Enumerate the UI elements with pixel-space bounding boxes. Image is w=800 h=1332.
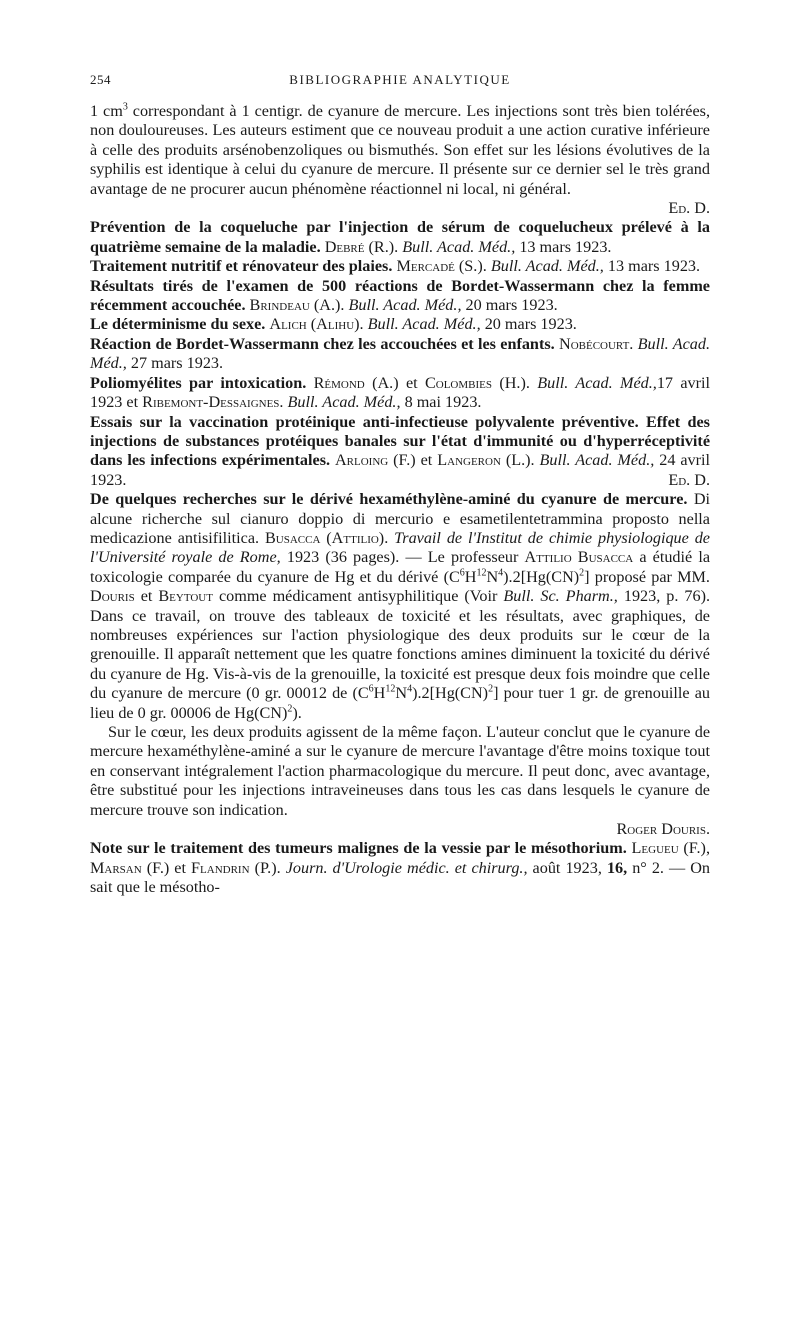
superscript: 2: [287, 703, 293, 715]
entry-source: Bull. Acad. Méd.,: [539, 451, 655, 470]
bibliography-entry-hexamethylene: [90, 490, 710, 723]
text: N: [395, 684, 408, 703]
superscript: 12: [476, 567, 487, 579]
entry-source: Bull. Sc. Pharm.,: [503, 587, 618, 606]
superscript: 3: [122, 101, 128, 113]
entry-source: Bull. Acad. Méd.,: [490, 257, 604, 276]
entry-author: Mercadé (S.).: [396, 257, 487, 276]
entry-source: Bull. Acad. Méd.,: [287, 393, 401, 412]
entry-date: 24 avril 1923.: [90, 451, 711, 489]
entry-title: Poliomyélites par intoxication.: [90, 373, 307, 392]
entry-title: Résultats tirés de l'examen de 500 réactions de Bordet-Wassermann chez la femme récemment accouchée.: [90, 276, 710, 315]
entry-work: Travail de l'Institut de chimie physiologique de l'Université royale de Rome,: [90, 528, 710, 567]
bibliography-entry: [90, 218, 710, 257]
text: 1923 (36 pages). — Le professeur: [286, 548, 525, 567]
entry-title: De quelques recherches sur le dérivé hexaméthylène-aminé du cyanure de mercure.: [90, 490, 688, 509]
text: et: [398, 373, 425, 392]
entry-author: Arloing (F.): [334, 451, 416, 470]
bibliography-entry: [90, 277, 710, 316]
entry-title: Note sur le traitement des tumeurs malignes de la vessie par le mésothorium.: [90, 839, 627, 858]
page-header: [90, 72, 710, 102]
text: 1 cm: [90, 102, 123, 120]
author-name: Attilio Busacca: [524, 548, 634, 567]
entry-title: Traitement nutritif et rénovateur des plaies.: [90, 257, 393, 276]
entry-author: Marsan (F.): [90, 858, 170, 877]
bibliography-entry: [90, 335, 710, 374]
text: et: [169, 858, 192, 877]
entry-source: Bull. Acad. Méd.,: [348, 296, 462, 315]
running-title: BIBLIOGRAPHIE ANALYTIQUE: [289, 72, 511, 87]
entry-author: Debré (R.).: [324, 237, 399, 256]
entry-date: 20 mars 1923.: [465, 296, 558, 315]
entry-author: Flandrin (P.).: [191, 858, 281, 877]
entry-date: 8 mai 1923.: [404, 393, 482, 412]
entry-author: Nobécourt.: [559, 334, 634, 353]
entry-source: Bull. Acad. Méd.,: [537, 373, 657, 392]
entry-author: Brindeau (A.).: [249, 296, 345, 315]
entry-author: Ribemont-Dessaignes.: [142, 393, 284, 412]
text: ).: [292, 703, 302, 722]
entry-date: 13 mars 1923.: [607, 257, 701, 276]
text: ] proposé par MM.: [584, 567, 710, 586]
entry-source: Bull. Acad. Méd.,: [367, 315, 481, 334]
superscript: 2: [579, 567, 585, 579]
entry-author: Rémond (A.): [313, 373, 399, 392]
text: correspondant à 1 centigr. de cyanure de mercure. Les injections sont très bien tolérées, non douloureuses. Les auteurs estiment que ce nouveau produit a une action curative inférieure à celle des produits arsénobenzoliques ou bismuthés. Son effet sur les lésions évolutives de la syphilis est identique à celui du cyanure de mercure. Il présente sur ce dernier sel le très grand avantage de ne procurer aucun phénomène réactionnel ni local, ni général.: [90, 102, 710, 198]
entry-date: 17 avril 1923 et: [90, 373, 711, 412]
text: comme médicament antisyphilitique (Voir: [212, 587, 504, 606]
entry-author: Legueu (F.),: [631, 839, 710, 858]
entry-source: Bull. Acad. Méd.,: [90, 334, 711, 373]
signature: Roger Douris.: [616, 820, 710, 839]
bibliography-entry-polio: [90, 374, 710, 413]
text: a étudié la toxicologie comparée du cyanure de Hg et du dérivé (C: [90, 548, 711, 586]
entry-date: août 1923,: [527, 858, 607, 877]
bibliography-entry-note: [90, 839, 710, 897]
text: n° 2. — On sait que le mésotho-: [90, 858, 711, 897]
volume-number: 16,: [606, 858, 628, 877]
hexamethylene-conclusion: [90, 723, 710, 839]
page-content: [90, 102, 710, 898]
intro-paragraph: [90, 102, 710, 218]
bibliography-entry: [90, 257, 710, 276]
signature: Ed. D.: [668, 199, 710, 218]
superscript: 6: [459, 567, 465, 579]
entry-date: 13 mars 1923.: [519, 237, 612, 256]
text: et: [134, 587, 159, 606]
text: ).2[Hg(CN): [503, 567, 580, 586]
bibliography-entry-essais: [90, 413, 710, 491]
entry-author: Langeron (L.).: [437, 451, 535, 470]
superscript: 6: [368, 683, 374, 695]
bibliography-entry: [90, 315, 710, 334]
text: ).2[Hg(CN): [412, 684, 489, 703]
entry-source: Bull. Acad. Méd.,: [402, 237, 516, 256]
entry-author: Busacca (Attilio).: [264, 528, 389, 547]
entry-author: Colombies (H.).: [424, 373, 530, 392]
italian-title: Di alcune richerche sul cianuro doppio di mercurio e esametilentetrammina proposto nella medicazione antisifilitica.: [90, 490, 711, 547]
superscript: 4: [407, 683, 413, 695]
page-number: 254: [90, 72, 111, 87]
author-name: Douris: [90, 587, 135, 606]
entry-title: Prévention de la coqueluche par l'injection de sérum de coquelucheux prélevé à la quatrième semaine de la maladie.: [90, 218, 710, 256]
entry-date: 20 mars 1923.: [484, 315, 577, 334]
text: H: [373, 684, 386, 703]
superscript: 2: [488, 683, 494, 695]
entry-source: Journ. d'Urologie médic. et chirurg.,: [285, 858, 528, 877]
entry-author: Alich (Alihu).: [269, 315, 364, 334]
entry-date: 27 mars 1923.: [130, 354, 224, 373]
text: et: [415, 451, 438, 470]
text: H: [464, 567, 477, 586]
text: 1923, p. 76). Dans ce travail, on trouve des tableaux de toxicité et les résultats, avec graphiques, de nombreuses expériences sur l'action physiologique des deux produits sur le cœur de la grenouille. Il apparaît nettement que les quatre fonctions amines diminuent la toxicité du dérivé du cyanure de Hg. Vis-à-vis de la grenouille, la toxicité est presque deux fois moindre que celle du cyanure de mercure (0 gr. 00012 de (C: [90, 587, 711, 703]
text: N: [486, 567, 499, 586]
entry-title: Essais sur la vaccination protéinique anti-infectieuse polyvalente préventive. Effet des injections de substances protéiques banales sur l'état d'immunité ou d'hyperréceptivité dans les infections expérimentales.: [90, 412, 710, 470]
text: Sur le cœur, les deux produits agissent de la même façon. L'auteur conclut que le cyanure de mercure hexaméthylène-aminé a sur le cyanure de mercure l'avantage d'être moins toxique tout en conservant intégralement l'action pharmacologique du mercure. Il peut donc, avec avantage, être substitué pour les injections intraveineuses dans tous les cas dans lesquels le cyanure de mercure trouve son indication.: [90, 723, 710, 819]
entry-title: Le déterminisme du sexe.: [90, 315, 266, 334]
author-name: Beytout: [158, 587, 213, 606]
superscript: 12: [385, 683, 396, 695]
signature: Ed. D.: [668, 470, 710, 489]
superscript: 4: [498, 567, 504, 579]
text: ] pour tuer 1 gr. de grenouille au lieu de 0 gr. 00006 de Hg(CN): [90, 684, 710, 722]
entry-title: Réaction de Bordet-Wassermann chez les accouchées et les enfants.: [90, 334, 555, 353]
